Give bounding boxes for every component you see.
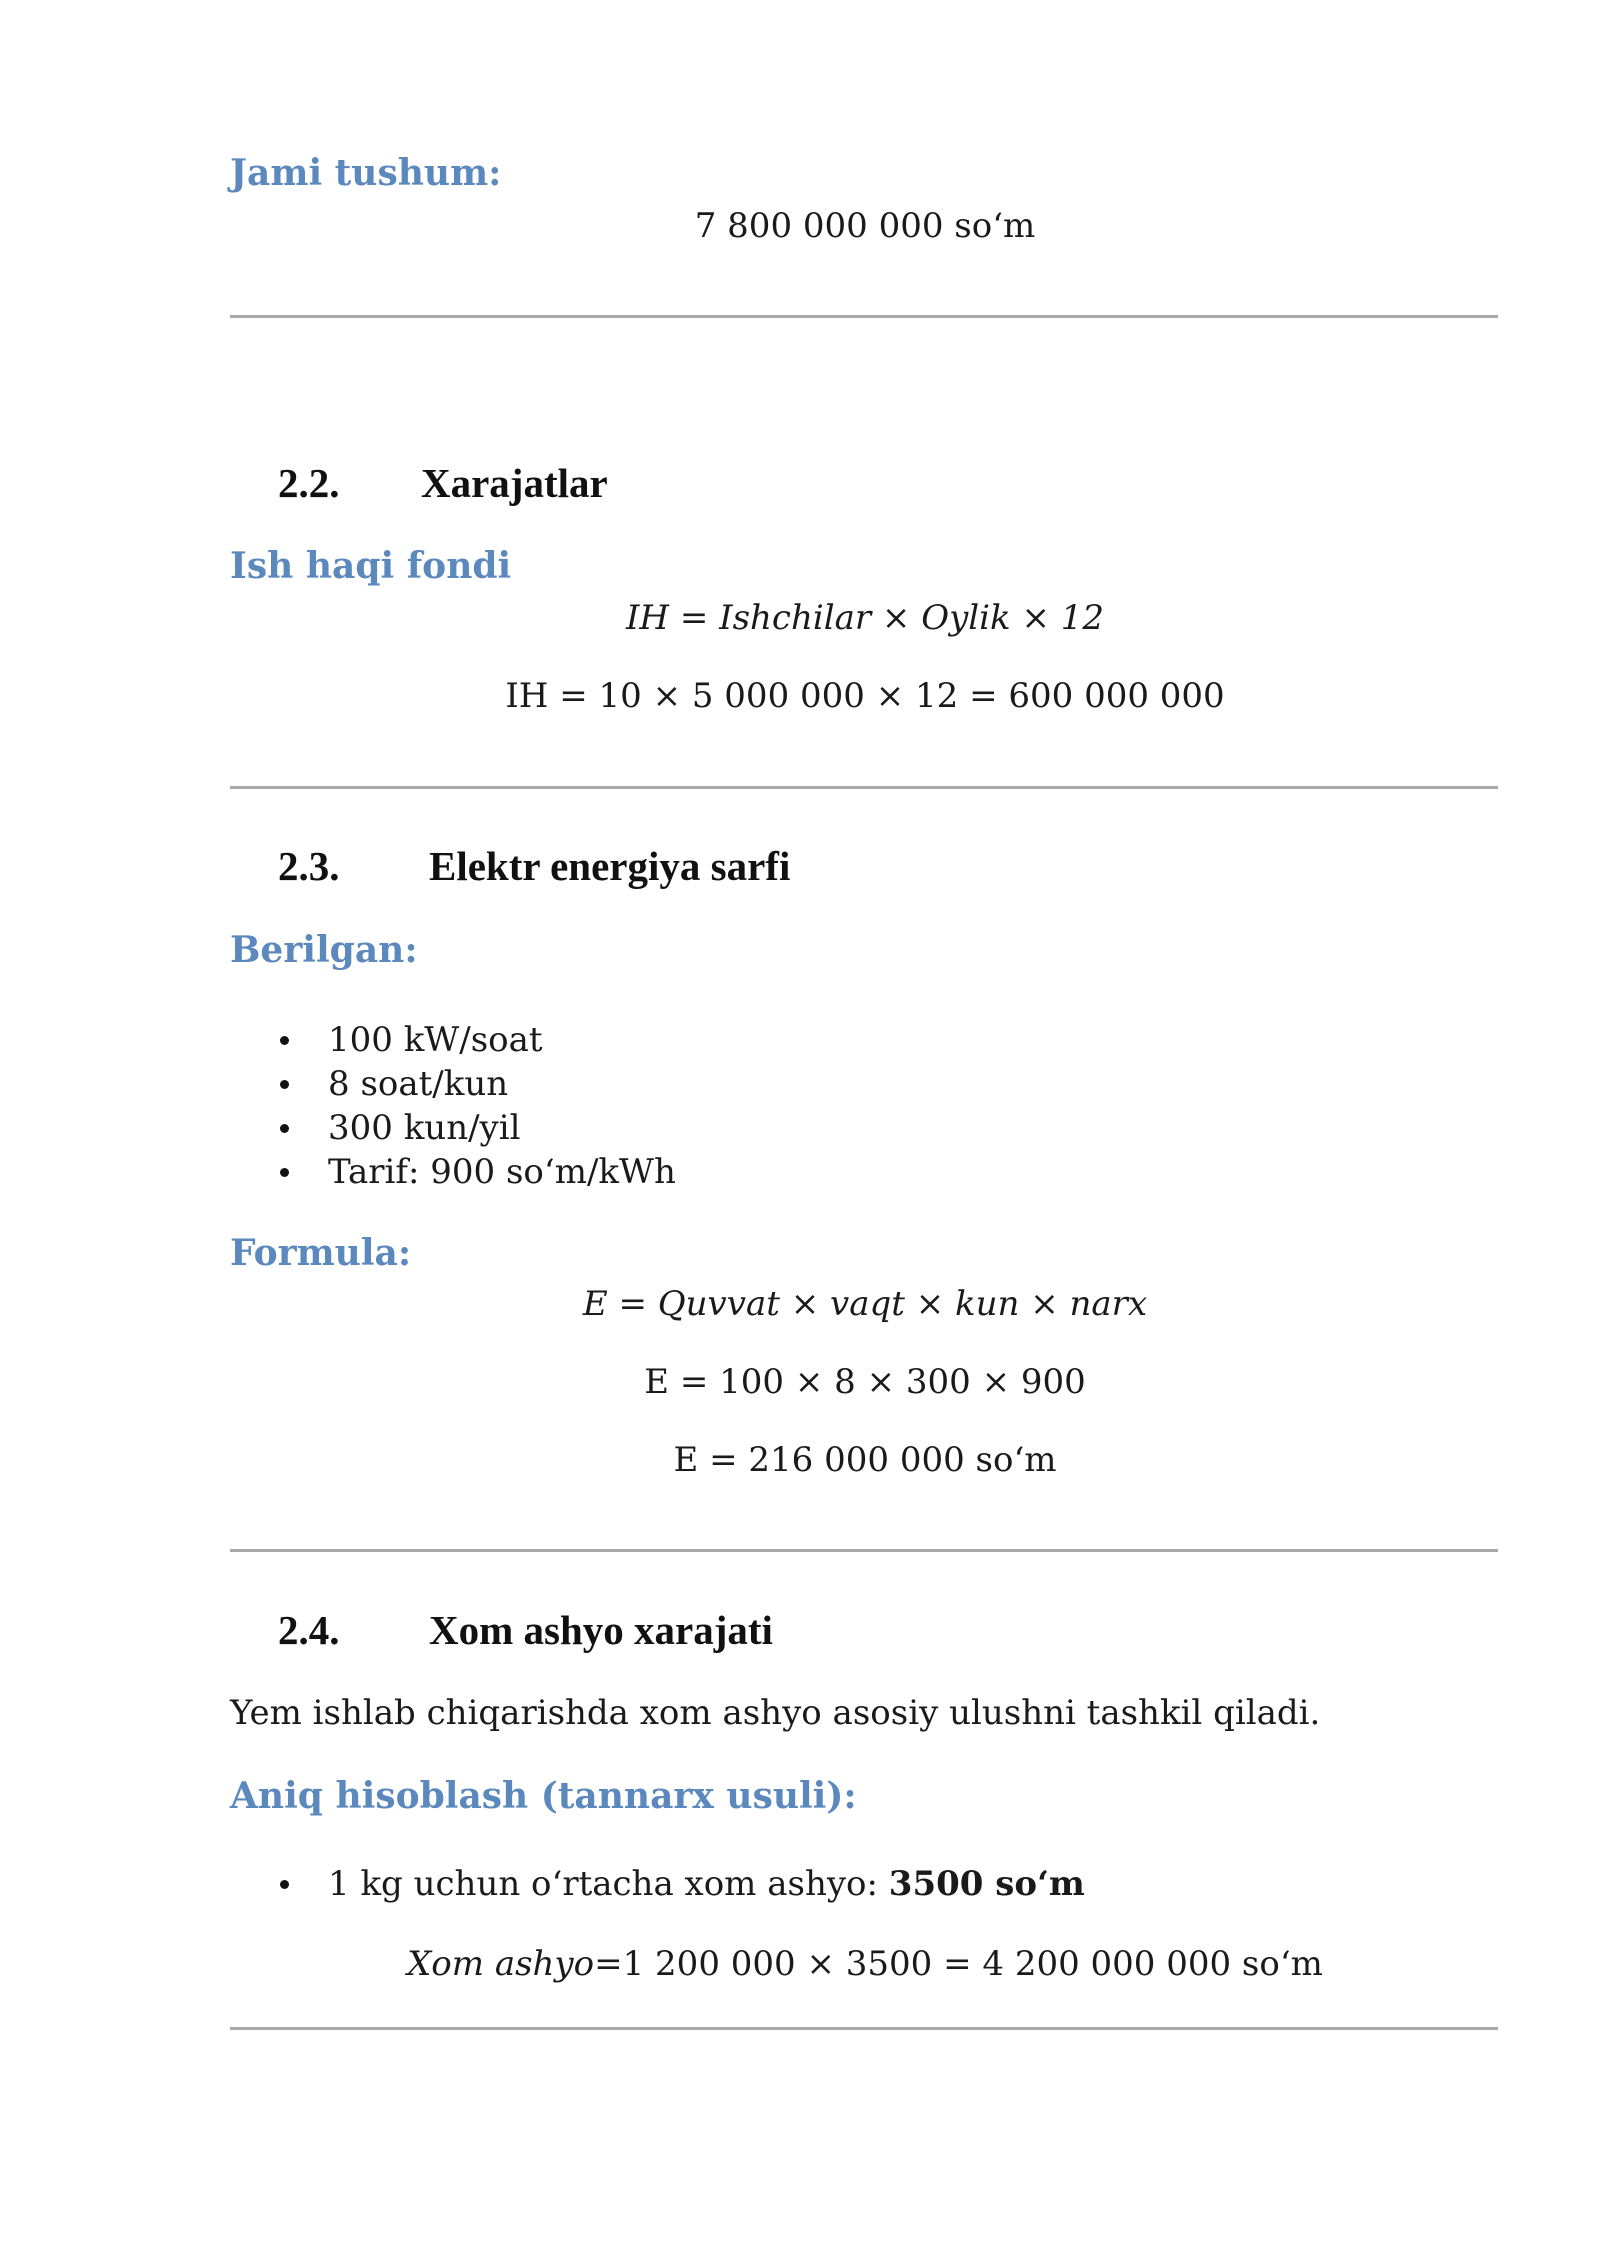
list-item-value: 3500 so‘m: [888, 1864, 1085, 1904]
list-item-text: 100 kW/soat: [328, 1020, 543, 1060]
list-item-text: 1 kg uchun o‘rtacha xom ashyo:: [328, 1864, 889, 1904]
list-item: [275, 1062, 676, 1106]
bullet-icon: [280, 1168, 289, 1177]
list-item-text: Tarif: 900 so‘m/kWh: [328, 1152, 676, 1192]
bullet-icon: [280, 1036, 289, 1045]
payroll-label: Ish haqi fondi: [230, 545, 512, 587]
payroll-formula: IH = Ishchilar × Oylik × 12: [625, 598, 1105, 638]
energy-formula: E = Quvvat × vaqt × kun × narx: [582, 1284, 1148, 1324]
section-number: 2.3.: [278, 843, 340, 889]
section-title: Xarajatlar: [421, 460, 608, 506]
list-item: [275, 1862, 1085, 1906]
section-number: 2.2.: [278, 460, 340, 506]
list-item: [275, 1018, 676, 1062]
list-item: [275, 1150, 676, 1194]
method-label: Aniq hisoblash (tannarx usuli):: [230, 1775, 857, 1817]
formula-variable: Xom ashyo: [407, 1944, 595, 1984]
list-item: [275, 1106, 676, 1150]
energy-calculation: E = 100 × 8 × 300 × 900: [644, 1362, 1086, 1402]
income-value: 7 800 000 000 so‘m: [694, 206, 1036, 246]
divider: [230, 315, 1498, 318]
given-list: [275, 1018, 676, 1194]
formula-label: Formula:: [230, 1232, 412, 1274]
list-item-text: 8 soat/kun: [328, 1064, 509, 1104]
payroll-calculation: IH = 10 × 5 000 000 × 12 = 600 000 000: [505, 676, 1225, 716]
divider: [230, 1549, 1498, 1552]
energy-result: E = 216 000 000 so‘m: [673, 1440, 1057, 1480]
section-title: Xom ashyo xarajati: [429, 1607, 773, 1653]
raw-material-list: [275, 1862, 1085, 1906]
intro-paragraph: Yem ishlab chiqarishda xom ashyo asosiy ulushni tashkil qiladi.: [230, 1693, 1321, 1733]
divider: [230, 2027, 1498, 2030]
divider: [230, 786, 1498, 789]
income-label: Jami tushum:: [230, 152, 502, 194]
section-title: Elektr energiya sarfi: [429, 843, 791, 889]
bullet-icon: [280, 1880, 289, 1889]
list-item-text: 300 kun/yil: [328, 1108, 521, 1148]
formula-expression: =1 200 000 × 3500 = 4 200 000 000 so‘m: [594, 1944, 1323, 1984]
bullet-icon: [280, 1080, 289, 1089]
bullet-icon: [280, 1124, 289, 1133]
section-number: 2.4.: [278, 1607, 340, 1653]
given-label: Berilgan:: [230, 929, 418, 971]
raw-material-formula: [0, 1944, 1600, 1984]
